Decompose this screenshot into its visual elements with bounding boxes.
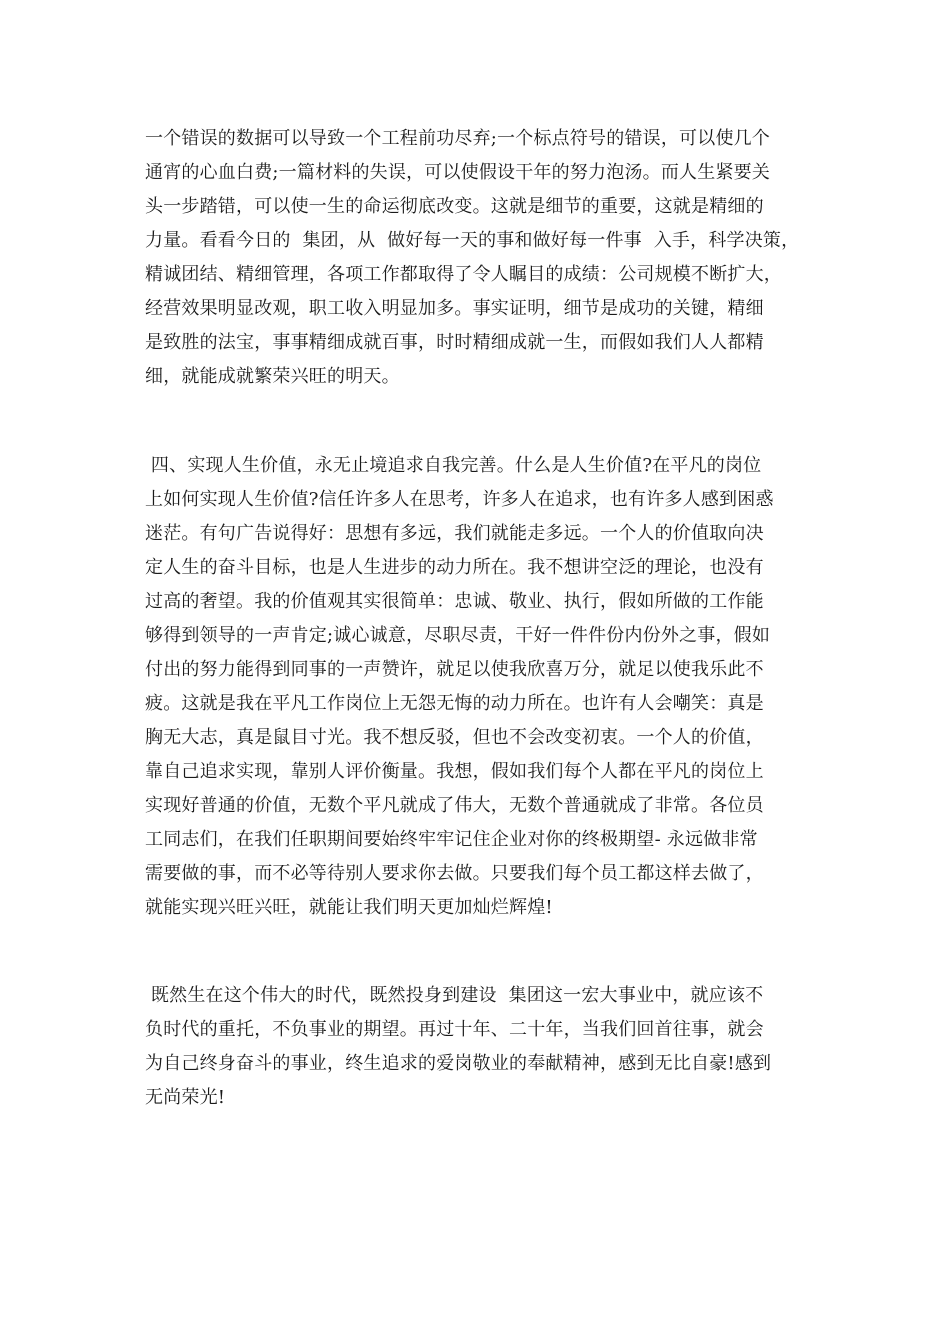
paragraph-2-line-10: 靠自己追求实现，靠别人评价衡量。我想，假如我们每个人都在平凡的岗位上 bbox=[145, 761, 764, 782]
paragraph-2-line-9: 胸无大志，真是鼠目寸光。我不想反驳，但也不会改变初衷。一个人的价值， bbox=[145, 727, 764, 748]
paragraph-1-line-6: 经营效果明显改观，职工收入明显加多。事实证明，细节是成功的关键，精细 bbox=[145, 298, 764, 319]
paragraph-2-line-1: 四、实现人生价值，永无止境追求自我完善。什么是人生价值?在平凡的岗位 bbox=[145, 455, 762, 476]
paragraph-1-line-8: 细，就能成就繁荣兴旺的明天。 bbox=[145, 366, 400, 387]
paragraph-2-line-14: 就能实现兴旺兴旺，就能让我们明天更加灿烂辉煌! bbox=[145, 897, 553, 918]
paragraph-2-line-5: 过高的奢望。我的价值观其实很简单：忠诚、敬业、执行，假如所做的工作能 bbox=[145, 591, 764, 612]
paragraph-1-line-1: 一个错误的数据可以导致一个工程前功尽弃;一个标点符号的错误，可以使几个 bbox=[145, 128, 771, 149]
paragraph-2-line-8: 疲。这就是我在平凡工作岗位上无怨无悔的动力所在。也许有人会嘲笑：真是 bbox=[145, 693, 764, 714]
paragraph-1-line-5: 精诚团结、精细管理，各项工作都取得了令人瞩目的成绩：公司规模不断扩大， bbox=[145, 264, 782, 285]
paragraph-3-line-3: 为自己终身奋斗的事业，终生追求的爱岗敬业的奉献精神，感到无比自豪!感到 bbox=[145, 1053, 772, 1074]
paragraph-1-line-3: 头一步踏错，可以使一生的命运彻底改变。这就是细节的重要，这就是精细的 bbox=[145, 196, 764, 217]
paragraph-2-line-3: 迷茫。有句广告说得好：思想有多远，我们就能走多远。一个人的价值取向决 bbox=[145, 523, 764, 544]
paragraph-2-line-6: 够得到领导的一声肯定;诚心诚意，尽职尽责，干好一件件份内份外之事，假如 bbox=[145, 625, 771, 646]
paragraph-2-line-7: 付出的努力能得到同事的一声赞许，就足以使我欣喜万分，就足以使我乐此不 bbox=[145, 659, 764, 680]
paragraph-3-line-2: 负时代的重托，不负事业的期望。再过十年、二十年，当我们回首往事，就会 bbox=[145, 1019, 764, 1040]
paragraph-1-line-2: 通宵的心血白费;一篇材料的失误，可以使假设干年的努力泡汤。而人生紧要关 bbox=[145, 162, 771, 183]
paragraph-2-line-4: 定人生的奋斗目标，也是人生进步的动力所在。我不想讲空泛的理论，也没有 bbox=[145, 557, 764, 578]
paragraph-2-line-13: 需要做的事，而不必等待别人要求你去做。只要我们每个员工都这样去做了， bbox=[145, 863, 764, 884]
paragraph-1-line-4: 力量。看看今日的 集团，从 做好每一天的事和做好每一件事 入手，科学决策， bbox=[145, 230, 800, 251]
paragraph-2-line-11: 实现好普通的价值，无数个平凡就成了伟大，无数个普通就成了非常。各位员 bbox=[145, 795, 764, 816]
paragraph-2-line-2: 上如何实现人生价值?信任许多人在思考，许多人在追求，也有许多人感到困惑 bbox=[145, 489, 774, 510]
paragraph-3-line-1: 既然生在这个伟大的时代，既然投身到建设 集团这一宏大事业中，就应该不 bbox=[145, 985, 764, 1006]
paragraph-1-line-7: 是致胜的法宝，事事精细成就百事，时时精细成就一生，而假如我们人人都精 bbox=[145, 332, 764, 353]
paragraph-2-line-12: 工同志们，在我们任职期间要始终牢牢记住企业对你的终极期望- 永远做非常 bbox=[145, 829, 758, 850]
paragraph-3-line-4: 无尚荣光! bbox=[145, 1087, 226, 1108]
